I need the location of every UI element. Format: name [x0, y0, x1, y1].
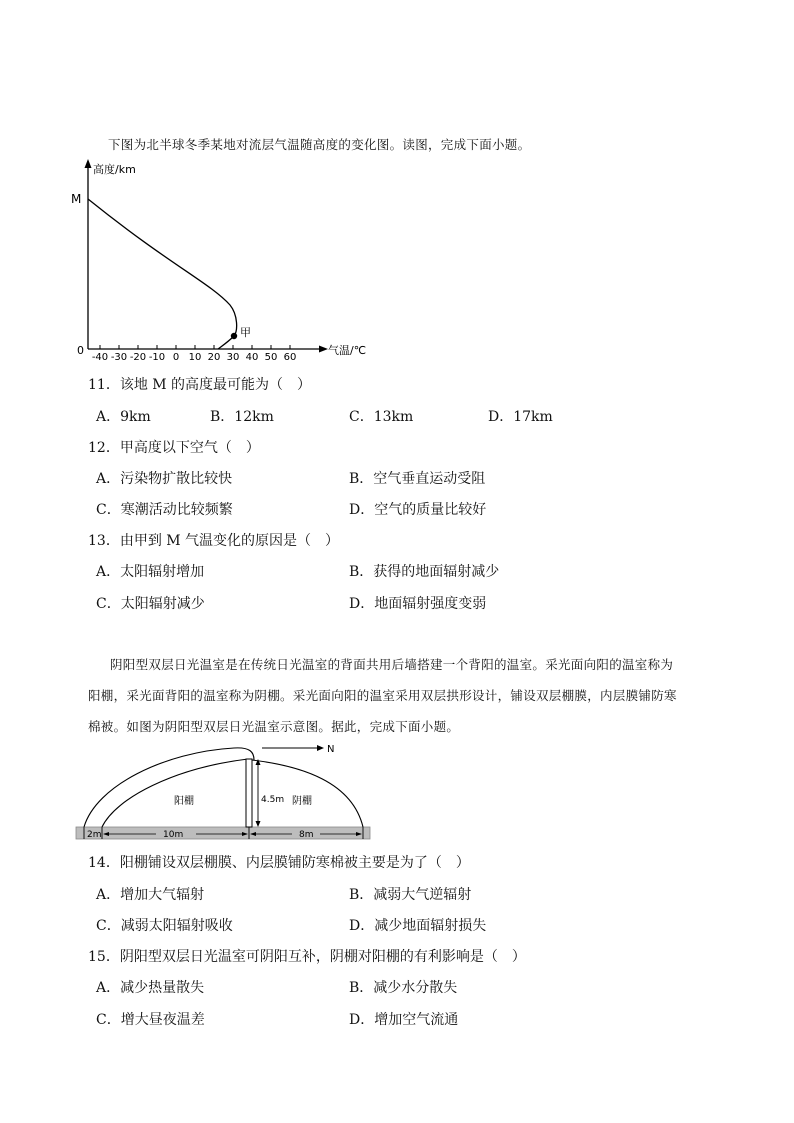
q15-option-a[interactable]: A．减少热量散失 [96, 980, 205, 996]
x-tick-label: 20 [207, 352, 221, 363]
q13-option-b[interactable]: B．获得的地面辐射减少 [349, 564, 500, 580]
q12-option-b[interactable]: B．空气垂直运动受阻 [349, 471, 486, 487]
yin-label: 阴棚 [292, 796, 312, 807]
greenhouse-diagram [74, 738, 374, 844]
height-label: 4.5m [261, 795, 285, 805]
q13-option-c[interactable]: C．太阳辐射减少 [96, 596, 205, 612]
x-tick-labels [92, 352, 297, 363]
dim-b-label: 10m [163, 830, 184, 840]
question-13: 13．由甲到 M 气温变化的原因是（ ） [88, 533, 340, 549]
x-tick-label: 40 [245, 352, 259, 363]
question-12: 12．甲高度以下空气（ ） [88, 440, 260, 456]
back-wall [246, 759, 252, 827]
x-tick-label: 0 [172, 352, 180, 363]
point-jia [231, 333, 237, 339]
section2-intro-line1: 阴阳型双层日光温室是在传统日光温室的背面共用后墙搭建一个背阳的温室。采光面向阳的温室称为 [110, 657, 674, 672]
temperature-height-chart [60, 155, 380, 365]
q15-option-c[interactable]: C．增大昼夜温差 [96, 1012, 205, 1028]
question-11: 11．该地 M 的高度最可能为（ ） [88, 377, 312, 393]
q15-option-b[interactable]: B．减少水分散失 [349, 980, 458, 996]
x-tick-label: 30 [226, 352, 240, 363]
q11-option-b[interactable]: B．12km [210, 409, 274, 425]
x-tick-label: 50 [264, 352, 278, 363]
x-tick-label: 10 [188, 352, 202, 363]
x-tick-label: 60 [283, 352, 297, 363]
x-tick-label: -30 [110, 352, 128, 363]
q11-option-c[interactable]: C．13km [349, 409, 414, 425]
north-arrow-head [317, 745, 324, 751]
q12-option-a[interactable]: A．污染物扩散比较快 [96, 471, 233, 487]
q14-option-c[interactable]: C．减弱太阳辐射吸收 [96, 918, 233, 934]
point-jia-label: 甲 [240, 326, 251, 339]
m-label: M [71, 192, 82, 206]
x-axis-label: 气温/℃ [328, 344, 367, 357]
q14-option-a[interactable]: A．增加大气辐射 [96, 887, 205, 903]
ground-strip [76, 827, 370, 839]
q12-option-d[interactable]: D．空气的质量比较好 [349, 502, 487, 518]
dim-c-label: 8m [299, 830, 314, 840]
y-axis-label: 高度/km [93, 163, 136, 176]
q14-option-b[interactable]: B．减弱大气逆辐射 [349, 887, 472, 903]
question-15: 15．阴阳型双层日光温室可阴阳互补，阴棚对阳棚的有利影响是（ ） [88, 949, 526, 965]
x-tick-label: -20 [129, 352, 147, 363]
q11-option-a[interactable]: A．9km [96, 409, 151, 425]
q13-option-d[interactable]: D．地面辐射强度变弱 [349, 596, 487, 612]
height-arrow-bottom [256, 821, 261, 827]
question-14: 14．阳棚铺设双层棚膜、内层膜铺防寒棉被主要是为了（ ） [88, 855, 470, 871]
q12-option-c[interactable]: C．寒潮活动比较频繁 [96, 502, 233, 518]
q15-option-d[interactable]: D．增加空气流通 [349, 1012, 459, 1028]
dim-a-label: 2m [87, 830, 102, 840]
x-tick-label: -40 [91, 352, 109, 363]
temperature-curve [88, 199, 237, 349]
yin-arch [252, 760, 363, 827]
q13-option-a[interactable]: A．太阳辐射增加 [96, 564, 205, 580]
section1-intro: 下图为北半球冬季某地对流层气温随高度的变化图。读图，完成下面小题。 [108, 137, 531, 152]
q11-option-d[interactable]: D．17km [488, 409, 553, 425]
section2-intro-line2: 阳棚，采光面背阳的温室称为阴棚。采光面向阳的温室采用双层拱形设计，铺设双层棚膜，内层膜铺防寒 [88, 688, 677, 703]
north-label: N [327, 744, 335, 755]
q14-option-d[interactable]: D．减少地面辐射损失 [349, 918, 487, 934]
yang-label: 阳棚 [174, 796, 194, 807]
x-tick-label: -10 [148, 352, 166, 363]
origin-label: 0 [77, 344, 84, 357]
section2-intro-line3: 棉被。如图为阴阳型双层日光温室示意图。据此，完成下面小题。 [88, 719, 460, 734]
inner-arch [102, 759, 248, 827]
x-axis-arrow [319, 346, 328, 353]
y-axis-arrow [85, 159, 92, 168]
height-arrow-top [256, 759, 261, 765]
